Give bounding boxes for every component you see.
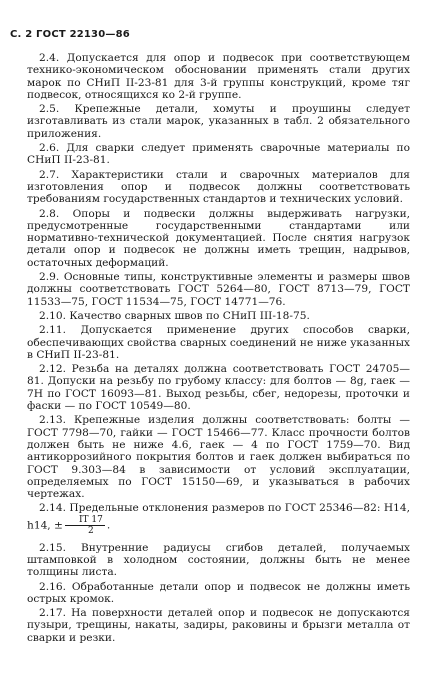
clause-2-16: 2.16. Обработанные детали опор и подвесок не должны иметь острых кромок. <box>27 580 410 605</box>
clause-2-4: 2.4. Допускается для опор и подвесок при соответствующем технико-экономическом обосновании применять стали других марок по СНиП II-23-81 для 3-й группы конструкций, кроме тяг подвесок, относящихся ко 2-й группе. <box>27 52 410 101</box>
clause-2-8: 2.8. Опоры и подвески должны выдерживать нагрузки, предусмотренные государственными стандартами или нормативно-технической документацией. После снятия нагрузок детали опор и подвесок не должны иметь трещин, надрывов, остаточных деформаций. <box>27 207 410 269</box>
clause-2-14-tail: . <box>106 519 111 532</box>
clause-2-9: 2.9. Основные типы, конструктивные элементы и размеры швов должны соответствовать ГОСТ 5264—80, ГОСТ 8713—79, ГОСТ 11533—75, ГОСТ 11534—75, ГОСТ 14771—76. <box>27 271 410 308</box>
clause-2-15: 2.15. Внутренние радиусы сгибов деталей, получаемых штамповкой в холодном состоянии, должны быть не менее толщины листа. <box>27 541 410 579</box>
fraction-denominator: 2 <box>88 525 94 536</box>
tolerance-fraction <box>65 515 105 536</box>
clause-2-17: 2.17. На поверхности деталей опор и подвесок не допускаются пузыри, трещины, накаты, задиры, раковины и брызги металла от сварки и резки. <box>27 607 410 644</box>
clause-2-5: 2.5. Крепежные детали, хомуты и проушины следует изготавливать из стали марок, указанных в табл. 2 обязательного приложения. <box>27 103 410 140</box>
page-header: С. 2 ГОСТ 22130—86 <box>10 29 130 40</box>
clause-2-11: 2.11. Допускается применение других способов сварки, обеспечивающих свойства сварных соединений не ниже указанных в СНиП II-23-81. <box>27 324 410 361</box>
clause-2-12: 2.12. Резьба на деталях должна соответствовать ГОСТ 24705—81. Допуски на резьбу по грубому классу: для болтов — 8g, гаек — 7Н по ГОСТ 16093—81. Выход резьбы, сбег, недорезы, проточки и фаски — по ГОСТ 10549—80. <box>27 363 410 413</box>
clause-2-14-text: 2.14. Предельные отклонения размеров по ГОСТ 25346—82: Н14, h14, <box>27 502 410 532</box>
clause-2-10: 2.10. Качество сварных швов по СНиП III-18-75. <box>39 309 310 322</box>
clause-2-14 <box>27 502 410 535</box>
clause-2-7: 2.7. Характеристики стали и сварочных материалов для изготовления опор и подвесок должны соответствовать требованиям государственных стандартов и технических условий. <box>27 168 410 206</box>
clause-2-13: 2.13. Крепежные изделия должны соответствовать: болты — ГОСТ 7798—70, гайки — ГОСТ 15466—77. Класс прочности болтов должен быть не ниже 4.6, гаек — 4 по ГОСТ 1759—70. Вид антикоррозийного покрытия болтов и гаек должен выбираться по ГОСТ 9.303—84 в зависимости от условий эксплуатации, определяемых по ГОСТ 15150—69, и указываться в рабочих чертежах. <box>27 414 410 501</box>
clause-2-6: 2.6. Для сварки следует применять сварочные материалы по СНиП II-23-81. <box>27 142 410 167</box>
plus-minus-sign: ± <box>54 519 63 532</box>
document-body <box>27 52 410 646</box>
fraction-numerator: IT 17 <box>65 515 105 526</box>
